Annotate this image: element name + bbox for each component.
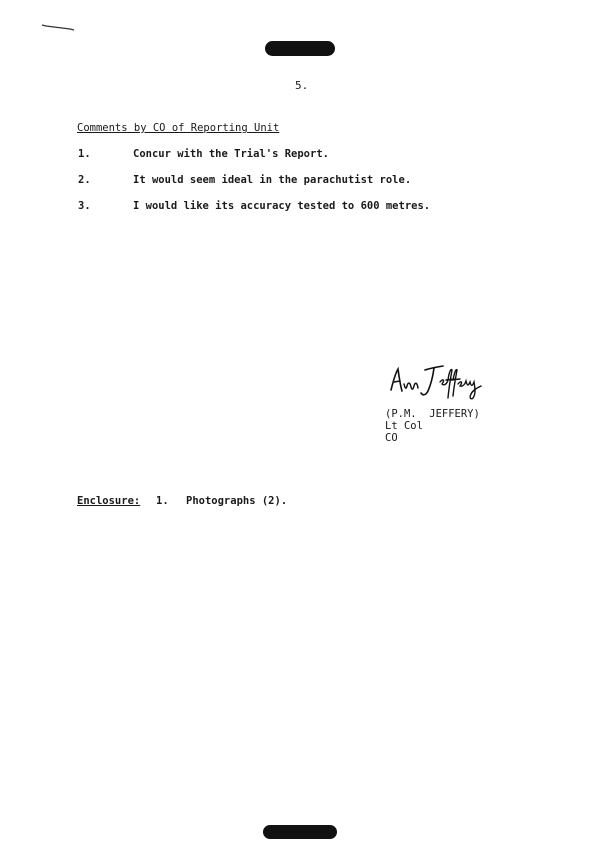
comment-number: 1. <box>78 148 91 160</box>
signatory-role: CO <box>385 432 398 444</box>
signatory-name: (P.M. JEFFERY) <box>385 408 480 420</box>
enclosure-line <box>77 495 288 507</box>
comment-text: I would like its accuracy tested to 600 metres. <box>133 200 431 212</box>
redaction-bar-top <box>265 41 335 56</box>
comment-text: Concur with the Trial's Report. <box>133 148 329 160</box>
enclosure-text: Photographs (2). <box>186 495 288 507</box>
comment-text: It would seem ideal in the parachutist role. <box>133 174 412 186</box>
section-heading: Comments by CO of Reporting Unit <box>77 122 280 134</box>
handwritten-signature <box>385 360 485 402</box>
signatory-rank: Lt Col <box>385 420 423 432</box>
corner-mark <box>40 22 76 32</box>
comment-number: 3. <box>78 200 91 212</box>
enclosure-number: 1. <box>156 495 169 507</box>
enclosure-label: Enclosure: <box>77 495 141 507</box>
signature-block <box>385 408 480 444</box>
redaction-bar-bottom <box>263 825 337 839</box>
comment-number: 2. <box>78 174 91 186</box>
page-number: 5. <box>295 79 309 92</box>
